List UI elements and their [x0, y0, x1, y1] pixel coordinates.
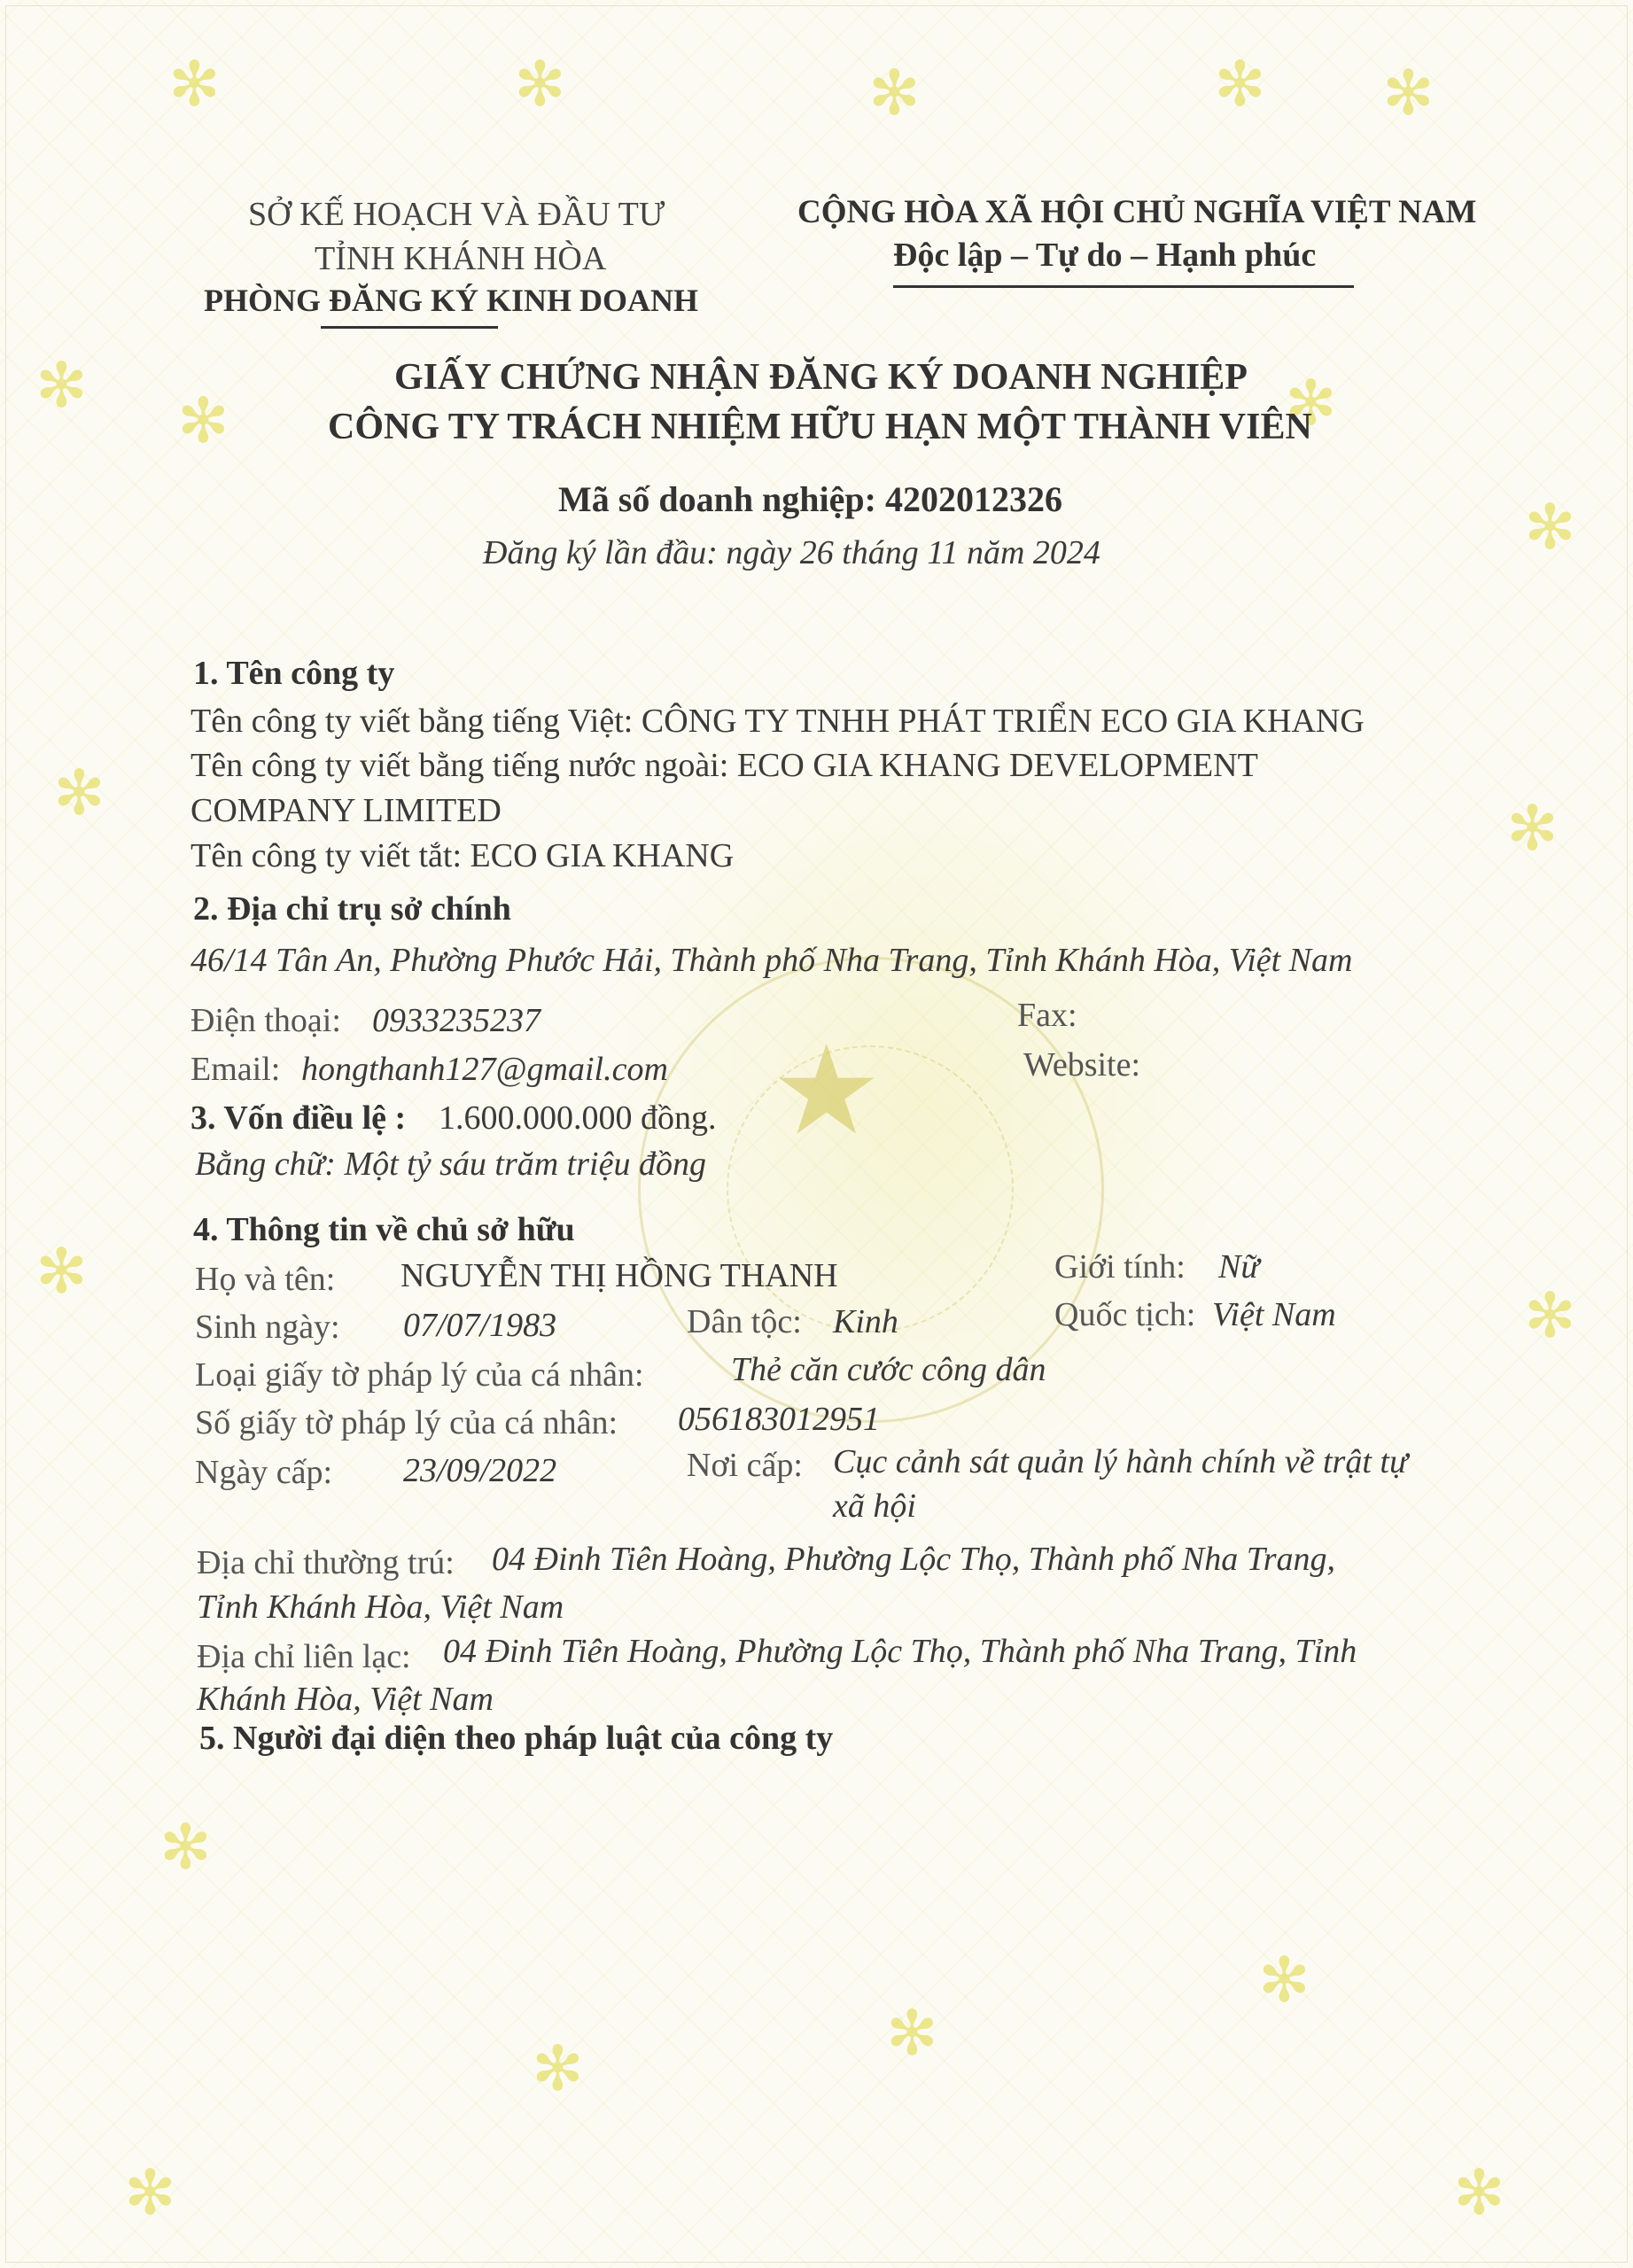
header-motto: Độc lập – Tự do – Hạnh phúc — [893, 237, 1317, 274]
header-country: CỘNG HÒA XÃ HỘI CHỦ NGHĨA VIỆT NAM — [797, 194, 1477, 230]
header-office: PHÒNG ĐĂNG KÝ KINH DOANH — [204, 283, 698, 318]
phone-value: 0933235237 — [372, 1002, 540, 1039]
section-1-heading: 1. Tên công ty — [193, 655, 395, 692]
owner-name-label: Họ và tên: — [195, 1261, 336, 1298]
ethnicity-value: Kinh — [833, 1303, 898, 1340]
header-right-underline — [893, 285, 1354, 288]
header-department: SỞ KẾ HOẠCH VÀ ĐẦU TƯ — [248, 196, 665, 233]
first-registration-date: Đăng ký lần đầu: ngày 26 tháng 11 năm 2024 — [483, 534, 1100, 571]
star-flower-icon: ✻ — [35, 349, 88, 422]
star-flower-icon: ✻ — [886, 1997, 938, 2070]
section-5-heading: 5. Người đại diện theo pháp luật của công ty — [199, 1720, 834, 1757]
company-name-foreign: Tên công ty viết bằng tiếng nước ngoài: ECO GIA KHANG DEVELOPMENT — [191, 747, 1258, 784]
company-type-title: CÔNG TY TRÁCH NHIỆM HỮU HẠN MỘT THÀNH VIÊN — [328, 407, 1312, 447]
ethnicity-label: Dân tộc: — [687, 1303, 802, 1340]
header-province: TỈNH KHÁNH HÒA — [315, 240, 607, 277]
phone-label: Điện thoại: — [191, 1002, 341, 1039]
gender-value: Nữ — [1218, 1248, 1260, 1285]
star-flower-icon: ✻ — [1506, 792, 1559, 865]
head-office-address: 46/14 Tân An, Phường Phước Hải, Thành phố Nha Trang, Tỉnh Khánh Hòa, Việt Nam — [191, 942, 1353, 979]
section-3-heading: 3. Vốn điều lệ : — [191, 1099, 407, 1137]
section-2-heading: 2. Địa chỉ trụ sở chính — [193, 890, 511, 928]
nationality-value: Việt Nam — [1212, 1296, 1336, 1333]
star-flower-icon: ✻ — [124, 2156, 176, 2229]
star-flower-icon: ✻ — [1258, 1944, 1310, 2016]
issue-place-value-cont: xã hội — [833, 1487, 916, 1525]
company-short-name: Tên công ty viết tắt: ECO GIA KHANG — [191, 837, 735, 874]
issue-place-label: Nơi cấp: — [687, 1447, 803, 1484]
company-name-foreign-cont: COMPANY LIMITED — [191, 792, 502, 829]
star-flower-icon: ✻ — [35, 1235, 88, 1308]
header-left-underline — [321, 326, 498, 329]
section-4-heading: 4. Thông tin về chủ sở hữu — [193, 1211, 575, 1248]
star-flower-icon: ✻ — [514, 48, 566, 120]
star-flower-icon: ✻ — [868, 57, 921, 129]
legal-doc-number-value: 056183012951 — [678, 1401, 880, 1438]
gender-label: Giới tính: — [1054, 1248, 1186, 1285]
charter-capital-words: Bằng chữ: Một tỷ sáu trăm triệu đồng — [195, 1146, 706, 1183]
legal-doc-type-label: Loại giấy tờ pháp lý của cá nhân: — [195, 1356, 644, 1394]
website-label: Website: — [1023, 1046, 1141, 1084]
star-flower-icon: ✻ — [168, 48, 221, 120]
star-flower-icon: ✻ — [1214, 48, 1266, 120]
certificate-title: GIẤY CHỨNG NHẬN ĐĂNG KÝ DOANH NGHIỆP — [394, 357, 1248, 398]
email-label: Email: — [191, 1051, 281, 1088]
star-flower-icon: ✻ — [1285, 367, 1337, 439]
permanent-address-label: Địa chỉ thường trú: — [197, 1544, 455, 1581]
legal-doc-number-label: Số giấy tờ pháp lý của cá nhân: — [195, 1404, 618, 1441]
contact-address-value-cont: Khánh Hòa, Việt Nam — [197, 1681, 494, 1718]
issue-date-label: Ngày cấp: — [195, 1454, 333, 1491]
issue-date-value: 23/09/2022 — [403, 1452, 557, 1489]
star-flower-icon: ✻ — [532, 2032, 584, 2105]
star-flower-icon: ✻ — [1453, 2156, 1505, 2229]
permanent-address-value: 04 Đinh Tiên Hoàng, Phường Lộc Thọ, Thành phố Nha Trang, — [492, 1541, 1336, 1578]
dob-value: 07/07/1983 — [403, 1307, 557, 1344]
star-flower-icon: ✻ — [1524, 1279, 1576, 1352]
dob-label: Sinh ngày: — [195, 1309, 340, 1346]
issue-place-value: Cục cảnh sát quản lý hành chính về trật tự — [833, 1443, 1408, 1480]
fax-label: Fax: — [1017, 997, 1077, 1034]
nationality-label: Quốc tịch: — [1054, 1296, 1196, 1333]
contact-address-label: Địa chỉ liên lạc: — [197, 1638, 411, 1675]
star-flower-icon: ✻ — [1524, 491, 1576, 563]
emblem-star-icon: ★ — [771, 1019, 883, 1163]
star-flower-icon: ✻ — [1382, 57, 1435, 129]
star-flower-icon: ✻ — [177, 384, 229, 457]
contact-address-value: 04 Đinh Tiên Hoàng, Phường Lộc Thọ, Thành phố Nha Trang, Tỉnh — [443, 1633, 1357, 1670]
company-name-vietnamese: Tên công ty viết bằng tiếng Việt: CÔNG TY TNHH PHÁT TRIỂN ECO GIA KHANG — [191, 703, 1365, 740]
legal-doc-type-value: Thẻ căn cước công dân — [731, 1351, 1046, 1388]
star-flower-icon: ✻ — [53, 757, 105, 829]
email-value: hongthanh127@gmail.com — [301, 1051, 668, 1088]
charter-capital-amount: 1.600.000.000 đồng. — [439, 1099, 717, 1137]
permanent-address-value-cont: Tỉnh Khánh Hòa, Việt Nam — [197, 1588, 564, 1626]
star-flower-icon: ✻ — [159, 1811, 212, 1884]
owner-name-value: NGUYỄN THỊ HỒNG THANH — [400, 1257, 838, 1294]
enterprise-code: Mã số doanh nghiệp: 4202012326 — [558, 479, 1062, 519]
